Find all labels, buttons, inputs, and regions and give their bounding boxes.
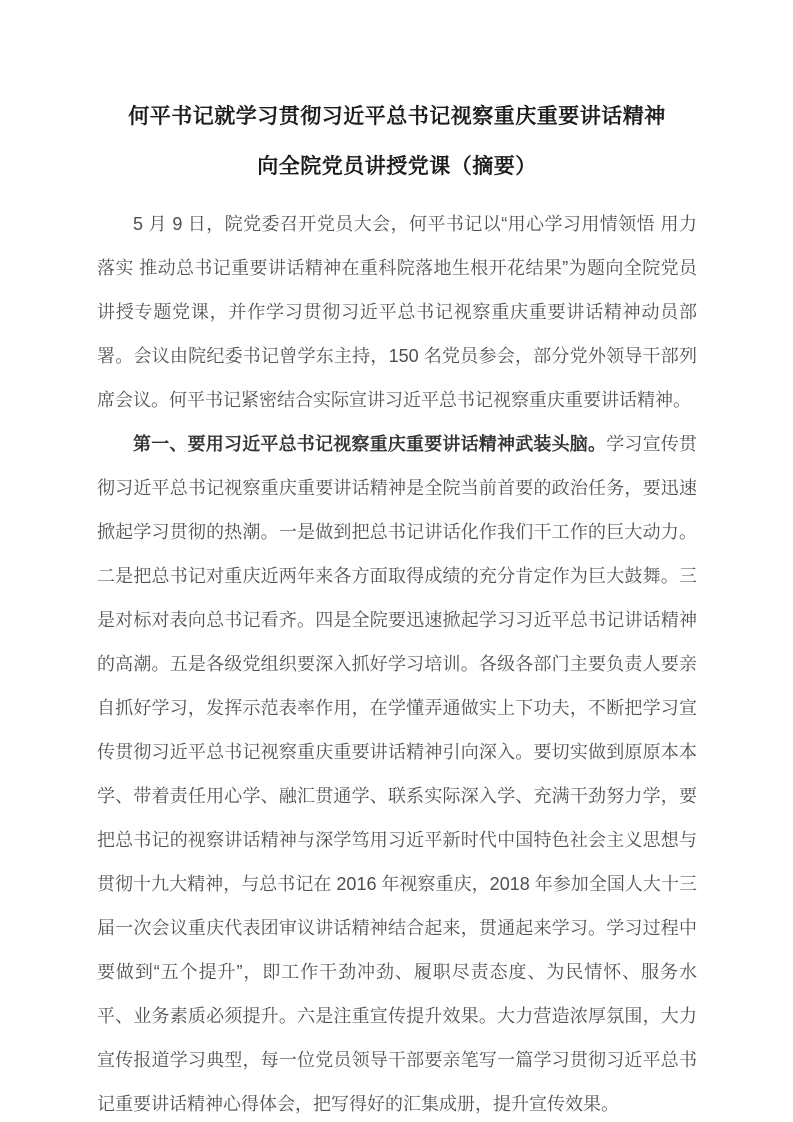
title-line-2: 向全院党员讲授党课（摘要） xyxy=(257,155,537,178)
document-title xyxy=(97,92,697,192)
paragraph-first-point xyxy=(97,422,697,1122)
paragraph-first-point-lead: 第一、要用习近平总书记视察重庆重要讲话精神武装头脑。 xyxy=(133,434,607,454)
paragraph-intro xyxy=(97,202,697,422)
paragraph-first-point-text: 学习宣传贯彻习近平总书记视察重庆重要讲话精神是全院当前首要的政治任务，要迅速掀起学习贯彻的热潮。一是做到把总书记讲话化作我们干工作的巨大动力。二是把总书记对重庆近两年来各方面取得成绩的充分肯定作为巨大鼓舞。三是对标对表向总书记看齐。四是全院要迅速掀起学习习近平总书记讲话精神的高潮。五是各级党组织要深入抓好学习培训。各级各部门主要负责人要亲自抓好学习，发挥示范表率作用，在学懂弄通做实上下功夫，不断把学习宣传贯彻习近平总书记视察重庆重要讲话精神引向深入。要切实做到原原本本学、带着责任用心学、融汇贯通学、联系实际深入学、充满干劲努力学，要把总书记的视察讲话精神与深学笃用习近平新时代中国特色社会主义思想与贯彻十九大精神，与总书记在 2016 年视察重庆，2018 年参加全国人大十三届一次会议重庆代表团审议讲话精神结合起来，贯通起来学习。学习过程中要做到“五个提升”，即工作干劲冲劲、履职尽责态度、为民情怀、服务水平、业务素质必须提升。六是注重宣传提升效果。大力营造浓厚氛围，大力宣传报道学习典型，每一位党员领导干部要亲笔写一篇学习贯彻习近平总书记重要讲话精神心得体会，把写得好的汇集成册，提升宣传效果。 xyxy=(97,434,698,1114)
title-line-1: 何平书记就学习贯彻习近平总书记视察重庆重要讲话精神 xyxy=(128,105,666,128)
paragraph-intro-text: 5 月 9 日，院党委召开党员大会，何平书记以“用心学习用情领悟 用力落实 推动总书记重要讲话精神在重科院落地生根开花结果”为题向全院党员讲授专题党课，并作学习贯彻习近平总书记视察重庆重要讲话精神动员部署。会议由院纪委书记曾学东主持，150 名党员参会，部分党外领导干部列席会议。何平书记紧密结合实际宣讲习近平总书记视察重庆重要讲话精神。 xyxy=(97,214,697,410)
